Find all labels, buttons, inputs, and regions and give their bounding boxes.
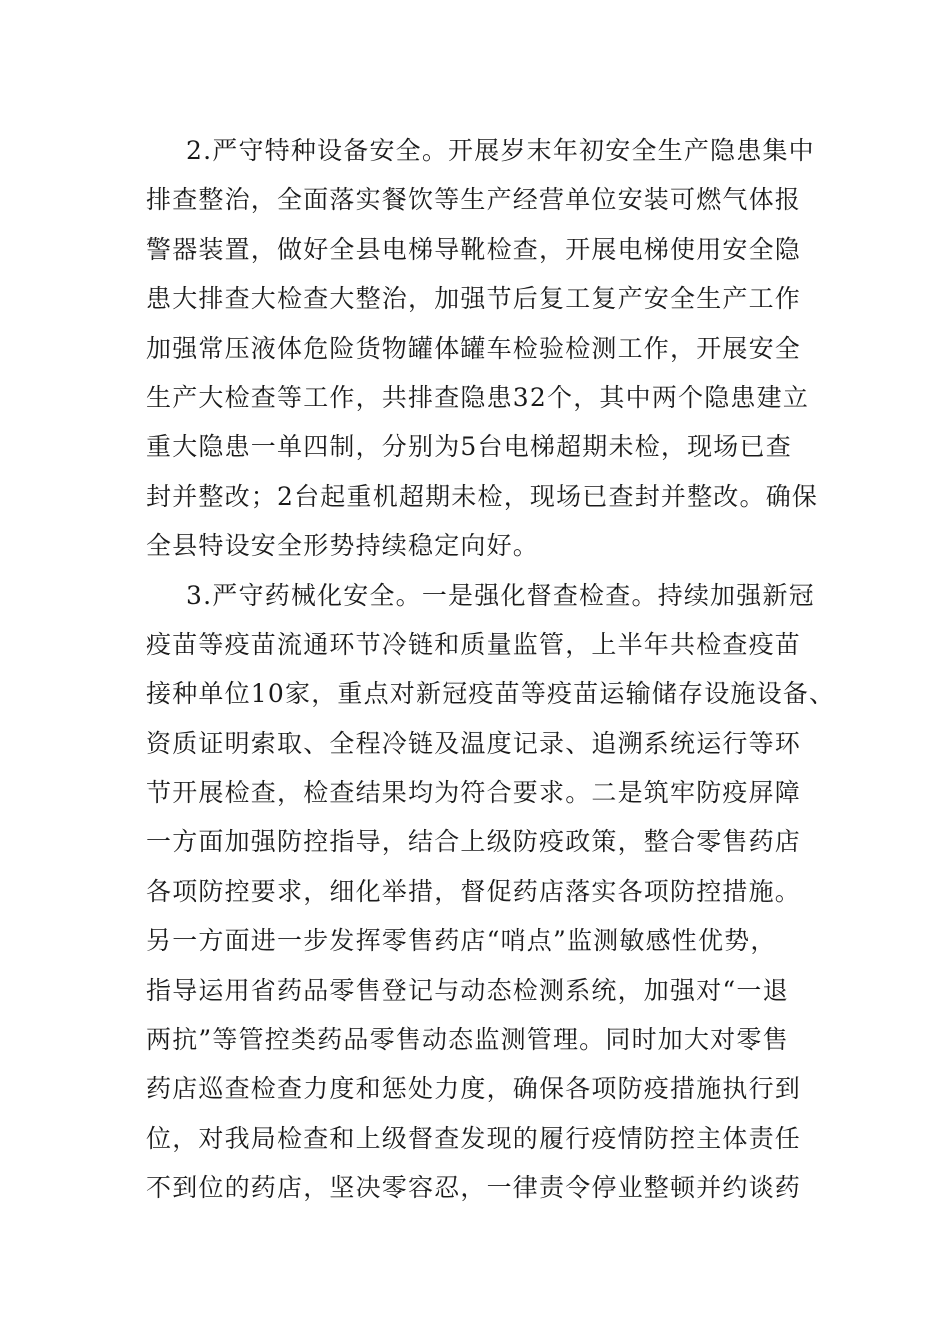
paragraph-line: 2.严守特种设备安全。开展岁末年初安全生产隐患集中	[186, 136, 815, 165]
paragraph-line: 指导运用省药品零售登记与动态检测系统，加强对“一退	[146, 975, 789, 1005]
paragraph-line: 排查整治，全面落实餐饮等生产经营单位安装可燃气体报	[146, 185, 802, 215]
paragraph-special-equipment-safety	[146, 126, 836, 571]
paragraph-line: 接种单位10家，重点对新冠疫苗等疫苗运输储存设施设备、	[146, 679, 836, 709]
paragraph-line: 警器装置，做好全县电梯导靴检查，开展电梯使用安全隐	[146, 234, 802, 264]
paragraph-line: 药店巡查检查力度和惩处力度，确保各项防疫措施执行到	[146, 1074, 802, 1104]
paragraph-drug-device-cosmetic-safety	[146, 571, 836, 1213]
paragraph-line: 3.严守药械化安全。一是强化督查检查。持续加强新冠	[186, 580, 815, 610]
paragraph-line: 生产大检查等工作，共排查隐患32个，其中两个隐患建立	[146, 382, 810, 412]
document-body	[146, 126, 836, 1213]
paragraph-line: 患大排查大检查大整治，加强节后复工复产安全生产工作	[146, 284, 802, 314]
paragraph-line: 一方面加强防控指导，结合上级防疫政策，整合零售药店	[146, 827, 802, 857]
paragraph-line: 各项防控要求，细化举措，督促药店落实各项防控措施。	[146, 876, 802, 906]
paragraph-line: 不到位的药店，坚决零容忍，一律责令停业整顿并约谈药	[146, 1173, 802, 1203]
paragraph-line: 另一方面进一步发挥零售药店“哨点”监测敏感性优势，	[146, 926, 777, 956]
paragraph-line: 资质证明索取、全程冷链及温度记录、追溯系统运行等环	[146, 728, 802, 758]
paragraph-line: 重大隐患一单四制，分别为5台电梯超期未检，现场已查	[146, 432, 792, 462]
paragraph-line: 加强常压液体危险货物罐体罐车检验检测工作，开展安全	[146, 333, 802, 363]
paragraph-line: 位，对我局检查和上级督查发现的履行疫情防控主体责任	[146, 1123, 802, 1153]
paragraph-line: 全县特设安全形势持续稳定向好。	[146, 531, 540, 561]
paragraph-line: 封并整改；2台起重机超期未检，现场已查封并整改。确保	[146, 481, 819, 511]
paragraph-line: 两抗”等管控类药品零售动态监测管理。同时加大对零售	[146, 1025, 789, 1055]
paragraph-line: 疫苗等疫苗流通环节冷链和质量监管，上半年共检查疫苗	[146, 629, 802, 659]
paragraph-line: 节开展检查，检查结果均为符合要求。二是筑牢防疫屏障	[146, 778, 802, 808]
